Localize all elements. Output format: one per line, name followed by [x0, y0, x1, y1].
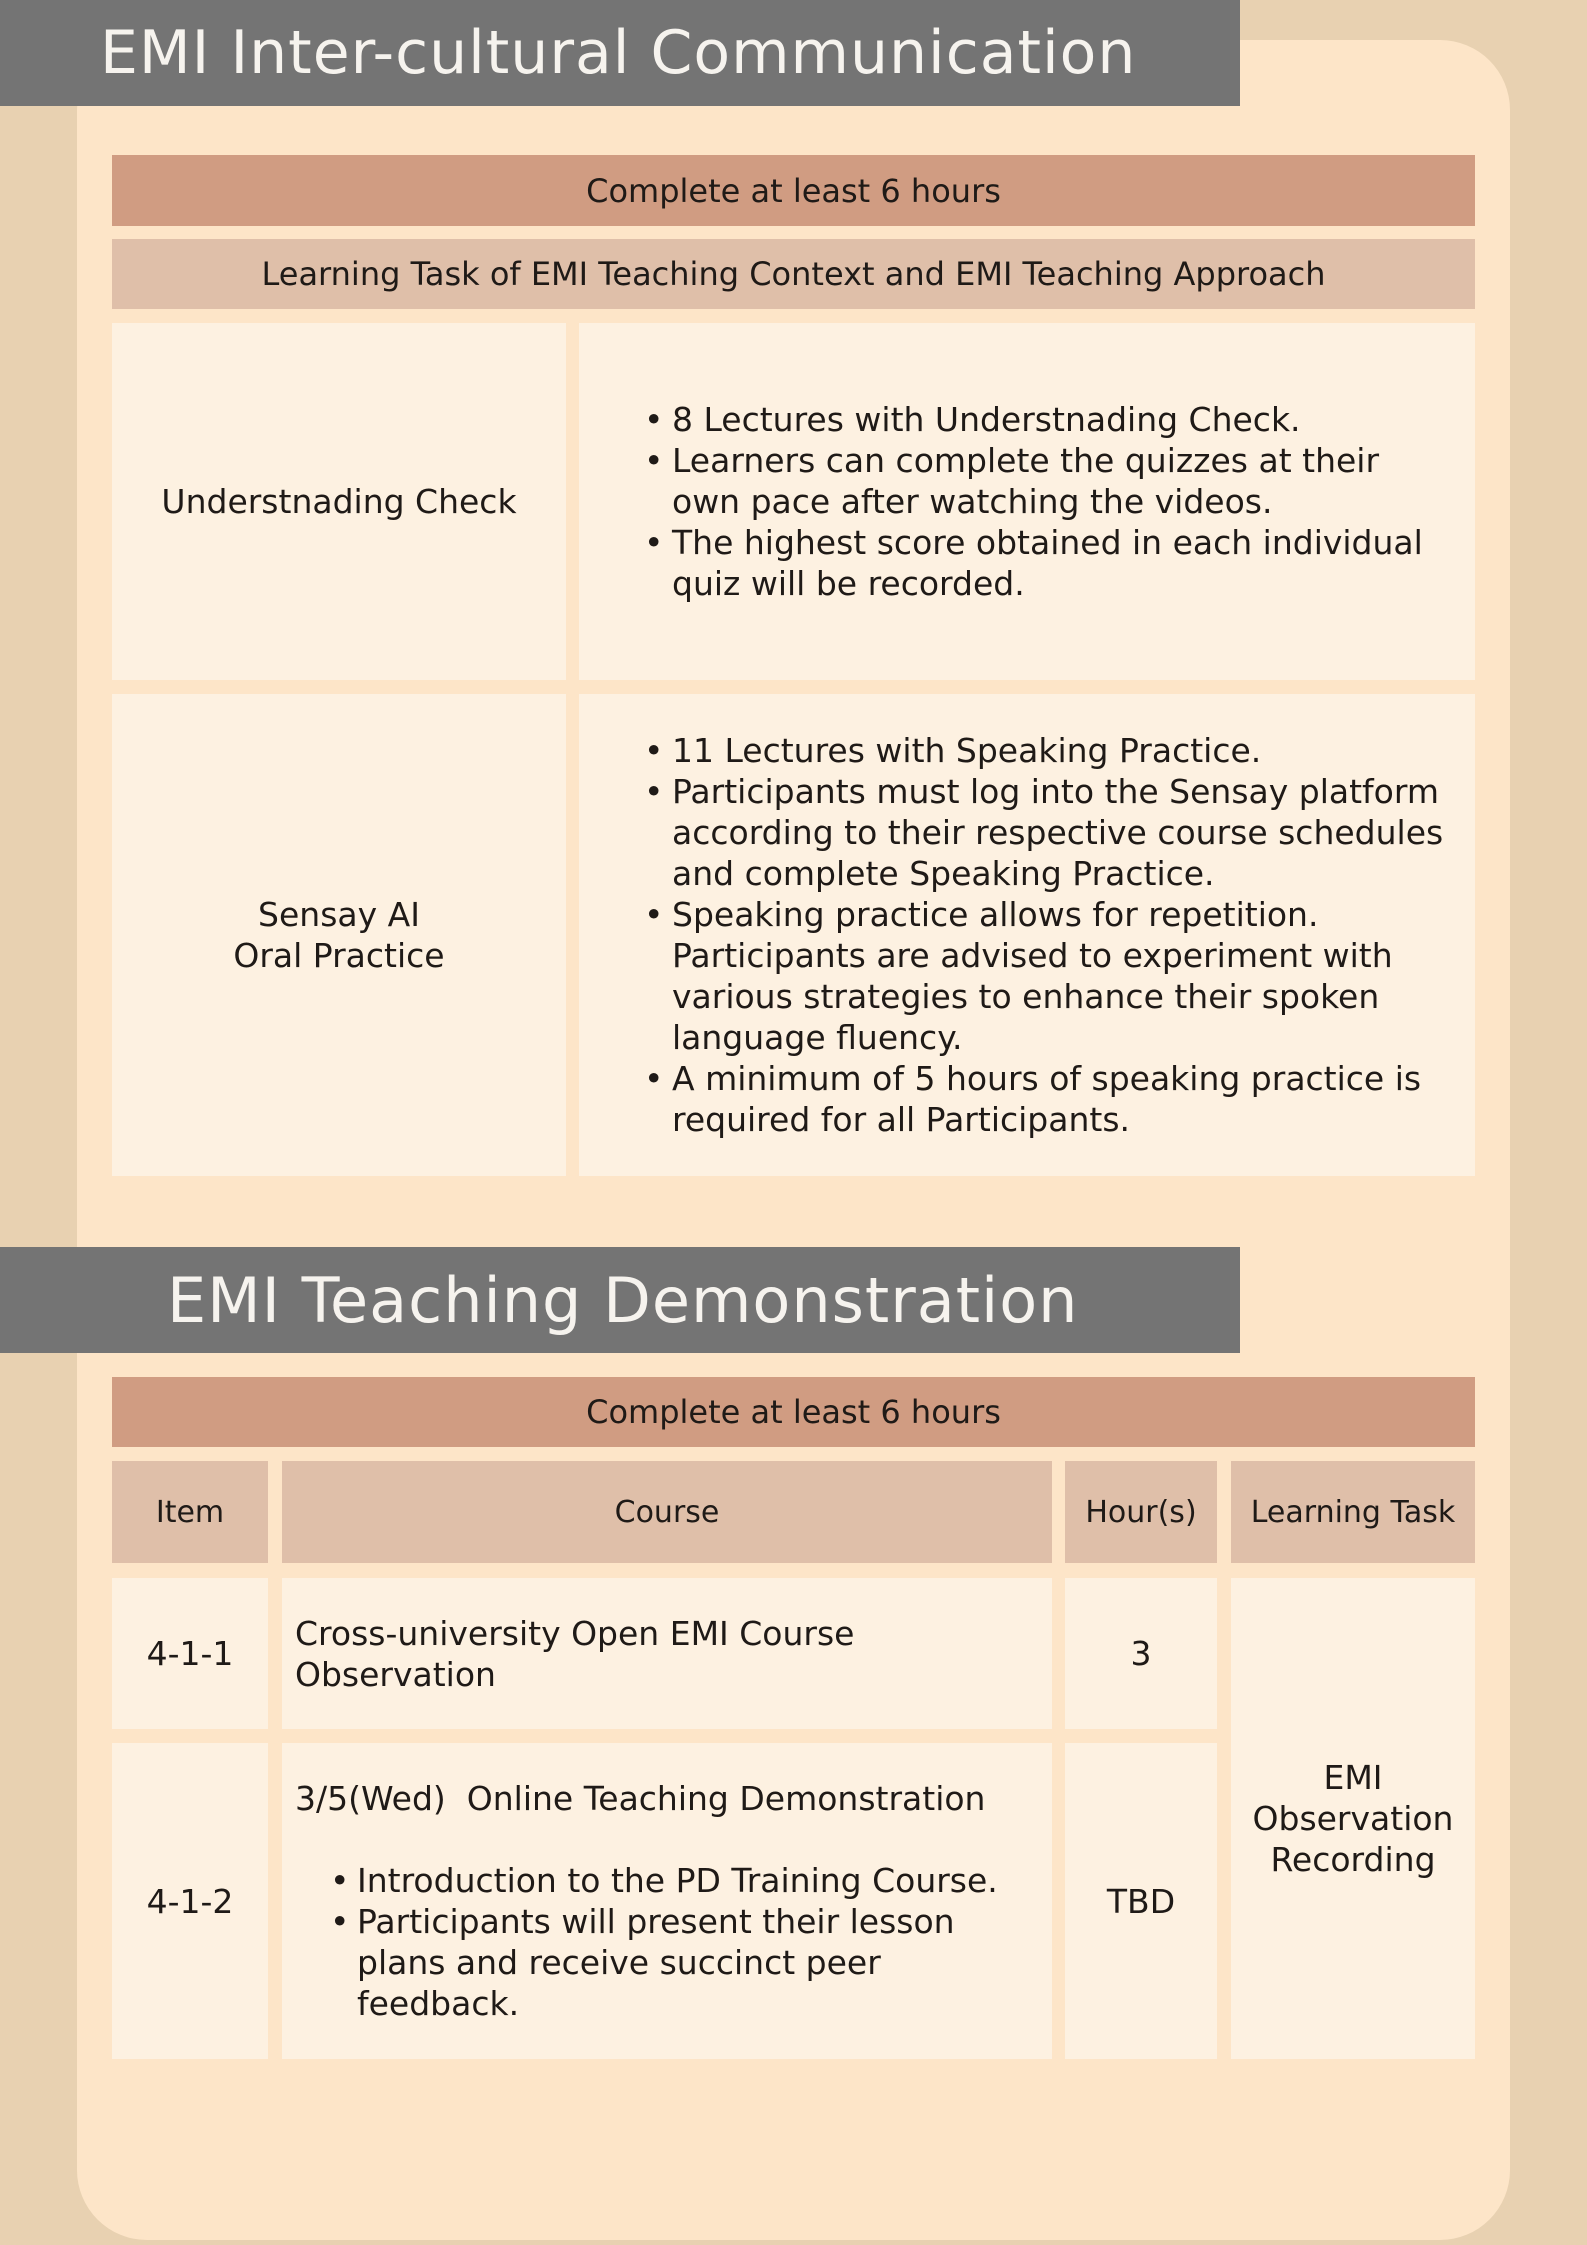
list-item: • Learners can complete the quizzes at their own pace after watching the videos. [672, 440, 1455, 522]
bullet-list [295, 1860, 1032, 2024]
hours-cell: TBD [1065, 1743, 1217, 2059]
row-label-text: Understnading Check [161, 482, 517, 521]
column-header-hours: Hour(s) [1065, 1461, 1217, 1563]
learning-task-line: EMI [1323, 1758, 1383, 1797]
learning-task-line: Recording [1270, 1840, 1436, 1879]
row-label-line: Oral Practice [233, 936, 445, 975]
list-item: • Introduction to the PD Training Course. [357, 1860, 1032, 1901]
row-label-understanding-check [112, 323, 566, 680]
requirement-bar: Complete at least 6 hours [112, 155, 1475, 226]
course-cell [282, 1578, 1052, 1729]
list-item: • Speaking practice allows for repetition. Participants are advised to experiment with various strategies to enhance their spoken language fluency. [672, 894, 1455, 1058]
requirement-bar: Complete at least 6 hours [112, 1377, 1475, 1447]
bullet-list [642, 730, 1455, 1140]
row-detail-understanding-check [579, 323, 1475, 680]
learning-task-cell [1231, 1578, 1475, 2059]
row-detail-sensay-ai [579, 694, 1475, 1176]
item-cell: 4-1-1 [112, 1578, 268, 1729]
item-cell: 4-1-2 [112, 1743, 268, 2059]
course-cell [282, 1743, 1052, 2059]
section-title-text: EMI Teaching Demonstration [167, 1263, 1079, 1337]
column-header-item: Item [112, 1461, 268, 1563]
list-item: • 8 Lectures with Understnading Check. [672, 399, 1455, 440]
row-label-line: Sensay AI [258, 895, 420, 934]
section-title-text: EMI Inter-cultural Communication [100, 18, 1137, 88]
list-item: • Participants will present their lesson plans and receive succinct peer feedback. [357, 1901, 1032, 2024]
course-text: Cross-university Open EMI Course Observation [295, 1613, 855, 1694]
subheader-bar: Learning Task of EMI Teaching Context and EMI Teaching Approach [112, 239, 1475, 309]
section-title-intercultural [0, 0, 1240, 106]
column-header-learning-task: Learning Task [1231, 1461, 1475, 1563]
section-title-teaching-demo [0, 1247, 1240, 1353]
bullet-list [642, 399, 1455, 604]
list-item: • Participants must log into the Sensay platform according to their respective course schedules and complete Speaking Practice. [672, 771, 1455, 894]
list-item: • The highest score obtained in each individual quiz will be recorded. [672, 522, 1455, 604]
hours-cell: 3 [1065, 1578, 1217, 1729]
course-title: 3/5(Wed) Online Teaching Demonstration [295, 1779, 986, 1818]
column-header-course: Course [282, 1461, 1052, 1563]
row-label-sensay-ai [112, 694, 566, 1176]
learning-task-line: Observation [1252, 1799, 1454, 1838]
list-item: • A minimum of 5 hours of speaking practice is required for all Participants. [672, 1058, 1455, 1140]
list-item: • 11 Lectures with Speaking Practice. [672, 730, 1455, 771]
